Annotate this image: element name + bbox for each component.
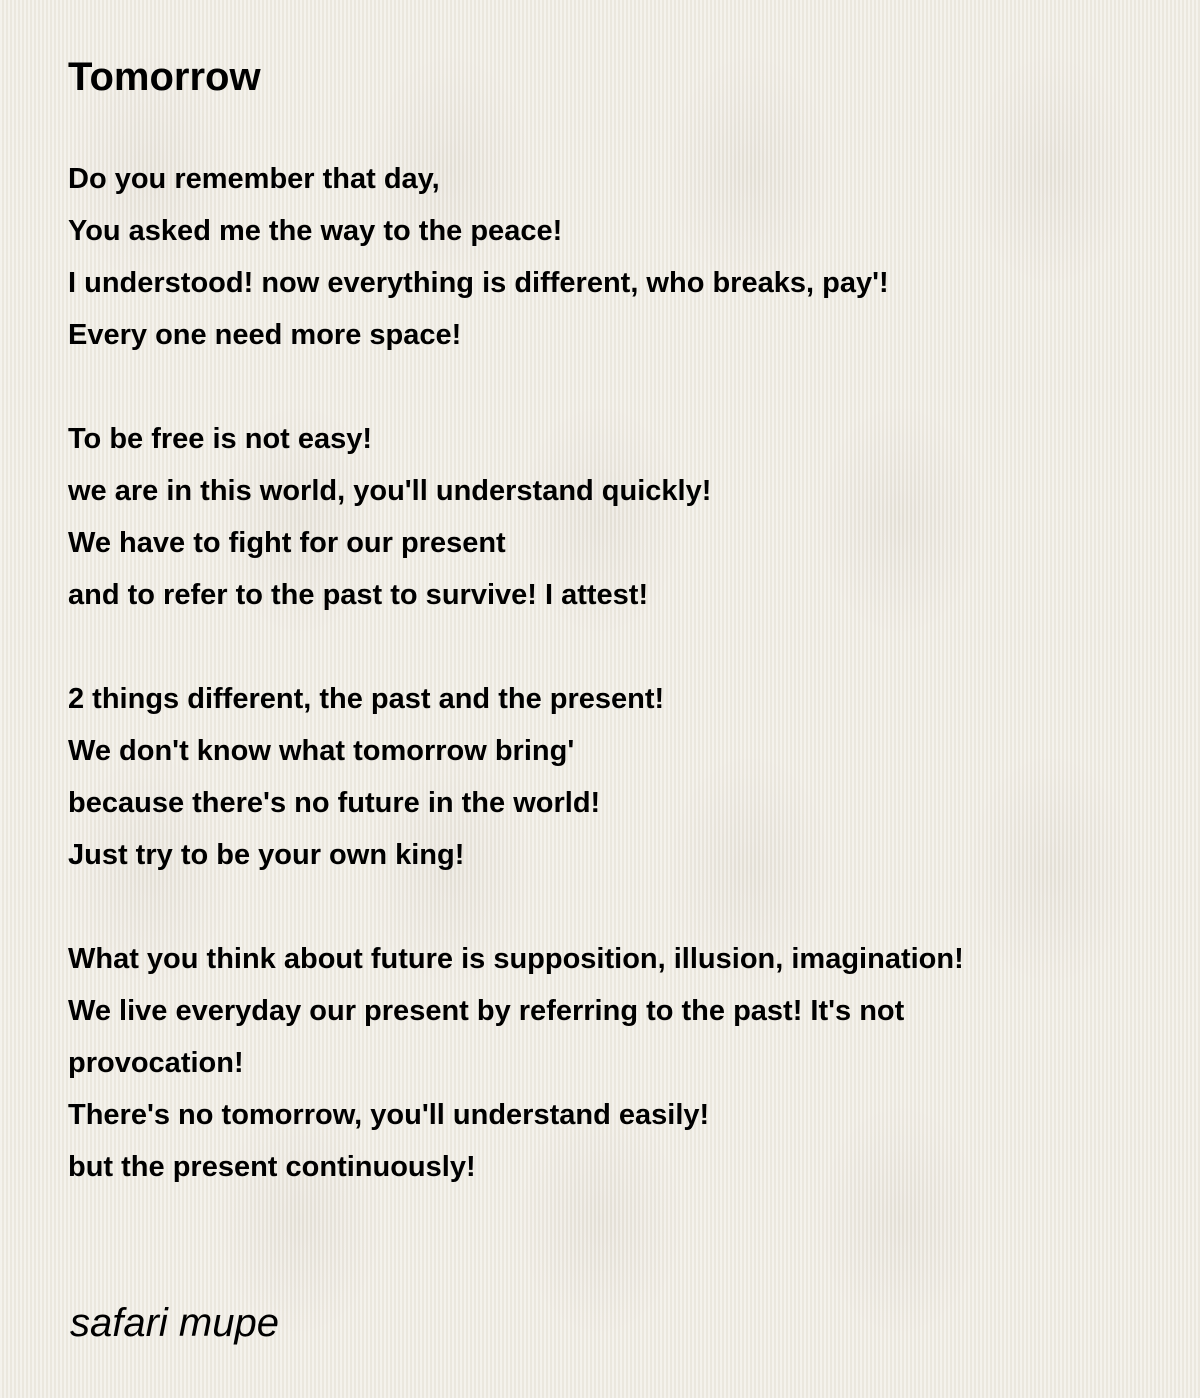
stanza-break bbox=[68, 881, 1178, 933]
poem-line: Every one need more space! bbox=[68, 319, 462, 351]
poem-line: Just try to be your own king! bbox=[68, 839, 465, 871]
poem-line: I understood! now everything is different, who breaks, pay'! bbox=[68, 267, 889, 299]
poem-body bbox=[68, 153, 1178, 1193]
poem-author: safari mupe bbox=[70, 1301, 279, 1345]
stanza-break bbox=[68, 361, 1178, 413]
stanza-4 bbox=[68, 933, 1178, 1193]
stanza-2 bbox=[68, 413, 1178, 621]
poem-title: Tomorrow bbox=[68, 55, 261, 99]
poem-line: What you think about future is supposition, illusion, imagination! bbox=[68, 943, 964, 975]
stanza-1 bbox=[68, 153, 1178, 361]
poem-line: Do you remember that day, bbox=[68, 163, 440, 195]
poem-line: and to refer to the past to survive! I attest! bbox=[68, 579, 649, 611]
poem-line: we are in this world, you'll understand quickly! bbox=[68, 475, 712, 507]
poem-line: To be free is not easy! bbox=[68, 423, 373, 455]
stanza-3 bbox=[68, 673, 1178, 881]
poem-line: We have to fight for our present bbox=[68, 527, 506, 559]
poem-line: We don't know what tomorrow bring' bbox=[68, 735, 575, 767]
poem-line: because there's no future in the world! bbox=[68, 787, 601, 819]
poem-line: 2 things different, the past and the present! bbox=[68, 683, 665, 715]
poem-line: We live everyday our present by referring to the past! It's not provocation! bbox=[68, 995, 905, 1079]
poem-line: You asked me the way to the peace! bbox=[68, 215, 563, 247]
poem-line: There's no tomorrow, you'll understand easily! bbox=[68, 1099, 710, 1131]
stanza-break bbox=[68, 621, 1178, 673]
poem-line: but the present continuously! bbox=[68, 1151, 476, 1183]
